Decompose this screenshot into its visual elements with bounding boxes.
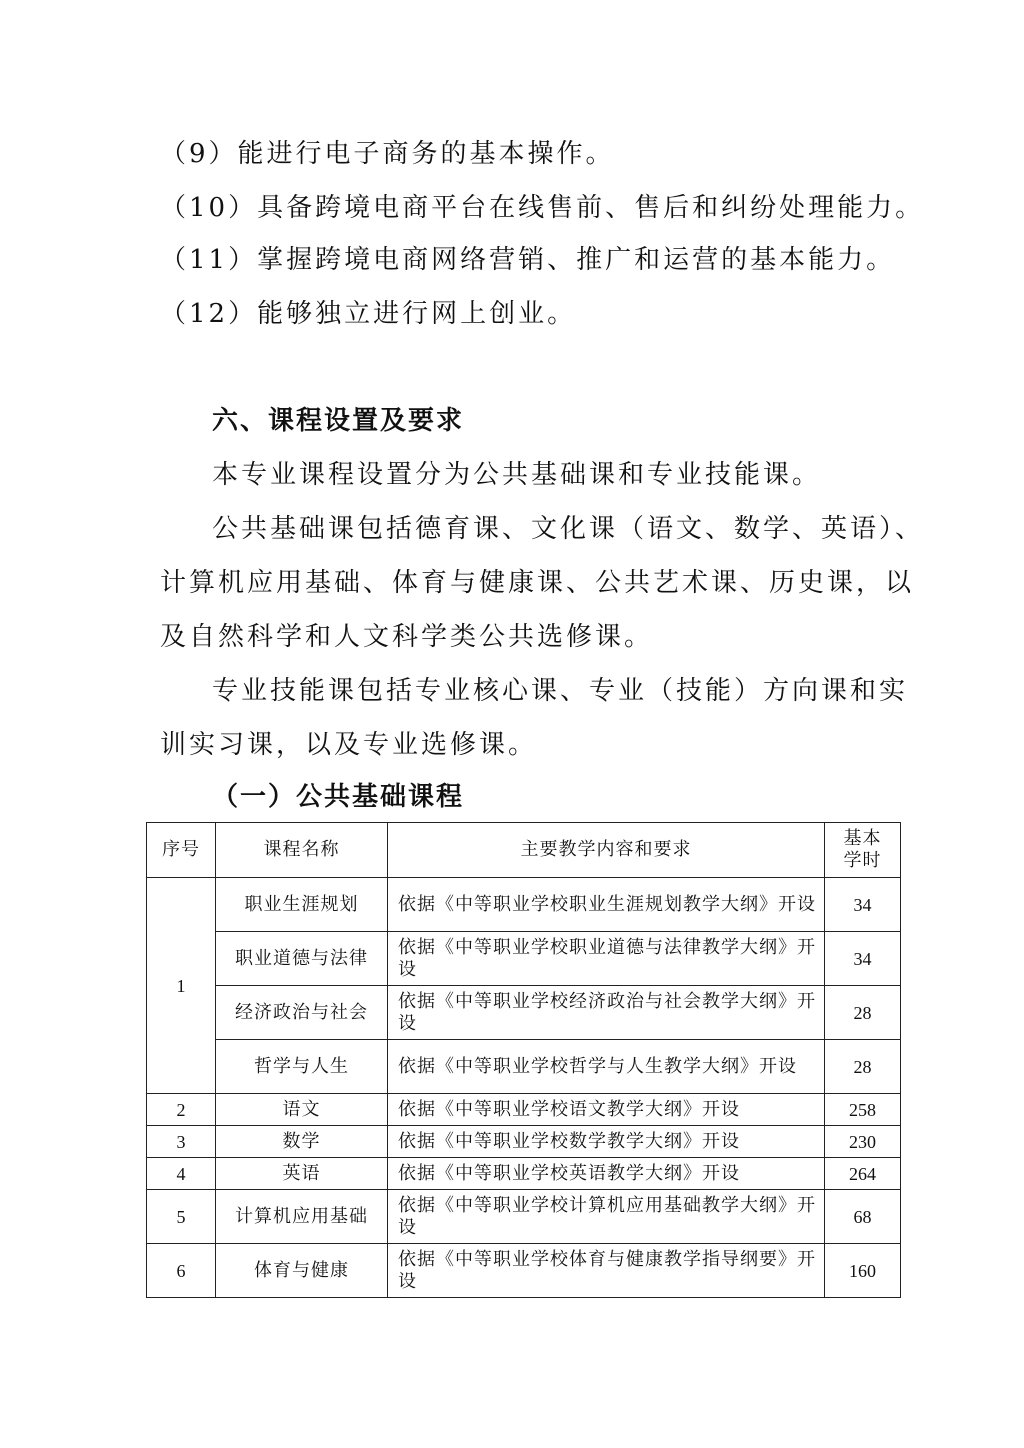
- row-name: 体育与健康: [216, 1244, 388, 1298]
- row-name: 哲学与人生: [216, 1040, 388, 1094]
- row-name: 语文: [216, 1094, 388, 1126]
- paragraph-line: 训实习课，以及专业选修课。: [160, 730, 538, 760]
- row-hours: 258: [825, 1094, 901, 1126]
- header-name: 课程名称: [216, 823, 388, 878]
- row-content: 依据《中等职业学校体育与健康教学指导纲要》开设: [388, 1244, 825, 1298]
- row-content: 依据《中等职业学校职业生涯规划教学大纲》开设: [388, 878, 825, 932]
- header-hours: [825, 823, 901, 878]
- row-no: 5: [147, 1190, 216, 1244]
- row-hours: 68: [825, 1190, 901, 1244]
- paragraph-line: 公共基础课包括德育课、文化课（语文、数学、英语）、: [212, 514, 925, 544]
- row-no: 4: [147, 1158, 216, 1190]
- table-row: [147, 1094, 901, 1126]
- row-no: 6: [147, 1244, 216, 1298]
- row-name: 英语: [216, 1158, 388, 1190]
- row-no: 3: [147, 1126, 216, 1158]
- section-title: 六、课程设置及要求: [212, 406, 465, 436]
- row-content: 依据《中等职业学校语文教学大纲》开设: [388, 1094, 825, 1126]
- table-row: [147, 1244, 901, 1298]
- row-name: 经济政治与社会: [216, 986, 388, 1040]
- row-hours: 28: [825, 1040, 901, 1094]
- paragraph-line: 本专业课程设置分为公共基础课和专业技能课。: [212, 460, 822, 490]
- row-content: 依据《中等职业学校职业道德与法律教学大纲》开设: [388, 932, 825, 986]
- header-hours-line2: 学时: [843, 850, 882, 871]
- row-name: 职业生涯规划: [216, 878, 388, 932]
- row-name: 数学: [216, 1126, 388, 1158]
- row-name: 计算机应用基础: [216, 1190, 388, 1244]
- table-row: [147, 1190, 901, 1244]
- table-row: [147, 986, 901, 1040]
- row-content: 依据《中等职业学校英语教学大纲》开设: [388, 1158, 825, 1190]
- row-content: 依据《中等职业学校数学教学大纲》开设: [388, 1126, 825, 1158]
- header-no: 序号: [147, 823, 216, 878]
- paragraph-line: 专业技能课包括专业核心课、专业（技能）方向课和实: [212, 676, 909, 706]
- subsection-title: （一）公共基础课程: [212, 782, 465, 812]
- header-hours-line1: 基本: [843, 828, 882, 849]
- row-hours: 230: [825, 1126, 901, 1158]
- row-no: 1: [147, 878, 216, 1094]
- row-hours: 160: [825, 1244, 901, 1298]
- table-row: [147, 1158, 901, 1190]
- table-row: [147, 878, 901, 932]
- table-row: [147, 1040, 901, 1094]
- row-no: 2: [147, 1094, 216, 1126]
- row-hours: 264: [825, 1158, 901, 1190]
- row-name: 职业道德与法律: [216, 932, 388, 986]
- row-hours: 28: [825, 986, 901, 1040]
- table-row: [147, 932, 901, 986]
- list-item-11: （11）掌握跨境电商网络营销、推广和运营的基本能力。: [160, 245, 896, 275]
- paragraph-line: 计算机应用基础、体育与健康课、公共艺术课、历史课，以: [160, 568, 915, 598]
- list-item-10: （10）具备跨境电商平台在线售前、售后和纠纷处理能力。: [160, 193, 925, 223]
- row-content: 依据《中等职业学校哲学与人生教学大纲》开设: [388, 1040, 825, 1094]
- row-content: 依据《中等职业学校经济政治与社会教学大纲》开设: [388, 986, 825, 1040]
- list-item-9: （9）能进行电子商务的基本操作。: [160, 139, 615, 169]
- paragraph-line: 及自然科学和人文科学类公共选修课。: [160, 622, 654, 652]
- row-content: 依据《中等职业学校计算机应用基础教学大纲》开设: [388, 1190, 825, 1244]
- table-header-row: [147, 823, 901, 878]
- course-table: [146, 822, 901, 1298]
- header-content: 主要教学内容和要求: [388, 823, 825, 878]
- list-item-12: （12）能够独立进行网上创业。: [160, 299, 577, 329]
- row-hours: 34: [825, 878, 901, 932]
- table-row: [147, 1126, 901, 1158]
- row-hours: 34: [825, 932, 901, 986]
